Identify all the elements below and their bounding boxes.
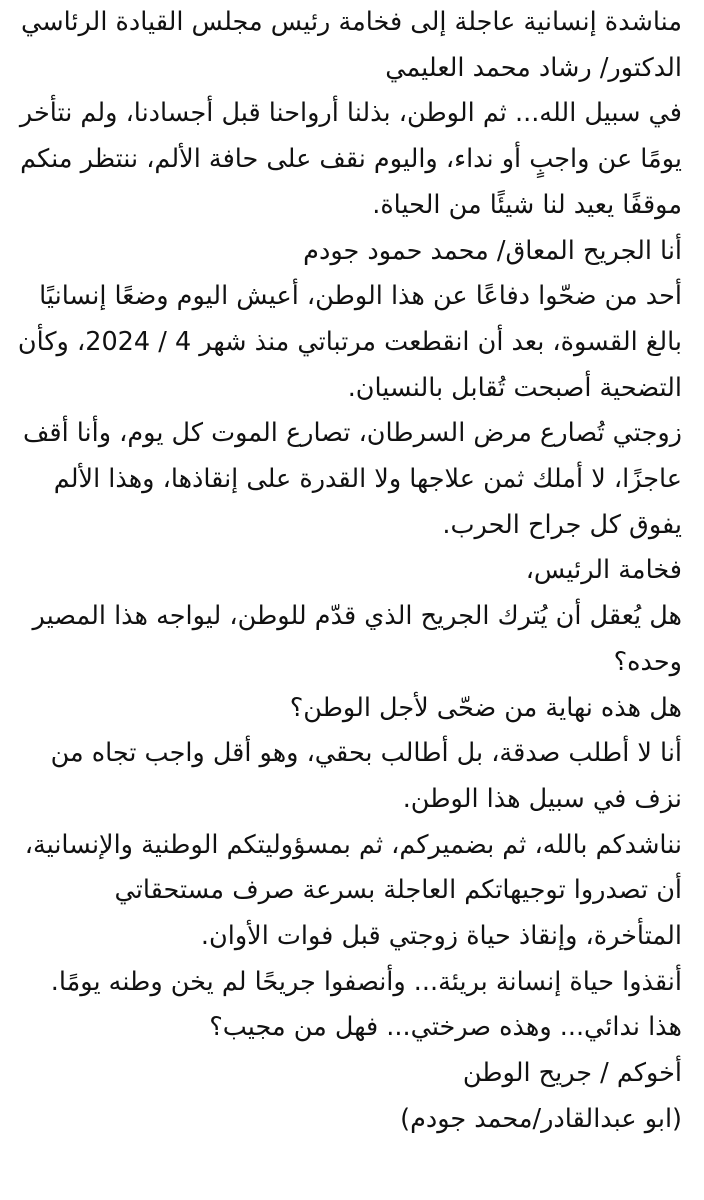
signature-closing: أخوكم / جريح الوطن [462, 1058, 682, 1089]
addressee-line: الدكتور/ رشاد محمد العليمي [385, 52, 682, 83]
wife-illness-paragraph: زوجتي تُصارع مرض السرطان، تصارع الموت كل يوم، وأنا أقف عاجزًا، لا أملك ثمن علاجها ولا القدرة على إنقاذها، وهذا الألم يفوق كل جراح الحرب. [22, 418, 682, 540]
plea-paragraph: نناشدكم بالله، ثم بضميركم، ثم بمسؤوليتكم الوطنية والإنسانية، أن تصدروا توجيهاتكم العاجلة بسرعة صرف مستحقاتي المتأخرة، وإنقاذ حياة زوجتي قبل فوات الأوان. [24, 829, 682, 952]
rescue-paragraph: أنقذوا حياة إنسانة بريئة... وأنصفوا جريحًا لم يخن وطنه يومًا. [50, 966, 682, 997]
rights-paragraph: أنا لا أطلب صدقة، بل أطالب بحقي، وهو أقل واجب تجاه من نزف في سبيل هذا الوطن. [50, 738, 682, 814]
final-call-line: هذا ندائي... وهذه صرختي... فهل من مجيب؟ [209, 1012, 682, 1043]
document-title: مناشدة إنسانية عاجلة إلى فخامة رئيس مجلس القيادة الرئاسي [21, 7, 682, 37]
situation-paragraph: أحد من ضحّوا دفاعًا عن هذا الوطن، أعيش اليوم وضعًا إنسانيًا بالغ القسوة، بعد أن انقطعت مرتباتي منذ شهر 4 / 2024، وكأن التضحية أصبحت تُقابل بالنسيان. [17, 281, 682, 403]
intro-paragraph: في سبيل الله... ثم الوطن، بذلنا أرواحنا قبل أجسادنا، ولم نتأخر يومًا عن واجبٍ أو نداء، واليوم نقف على حافة الألم، ننتظر منكم موقفًا يعيد لنا شيئًا من الحياة. [19, 98, 682, 220]
question-paragraph-2: هل هذه نهاية من ضحّى لأجل الوطن؟ [289, 692, 682, 723]
signature-name: (ابو عبدالقادر/محمد جودم) [400, 1103, 682, 1134]
question-paragraph-1: هل يُعقل أن يُترك الجريح الذي قدّم للوطن، ليواجه هذا المصير وحده؟ [32, 601, 682, 677]
sender-identity-line: أنا الجريح المعاق/ محمد حمود جودم [303, 235, 682, 266]
salutation-line: فخامة الرئيس، [525, 555, 682, 586]
